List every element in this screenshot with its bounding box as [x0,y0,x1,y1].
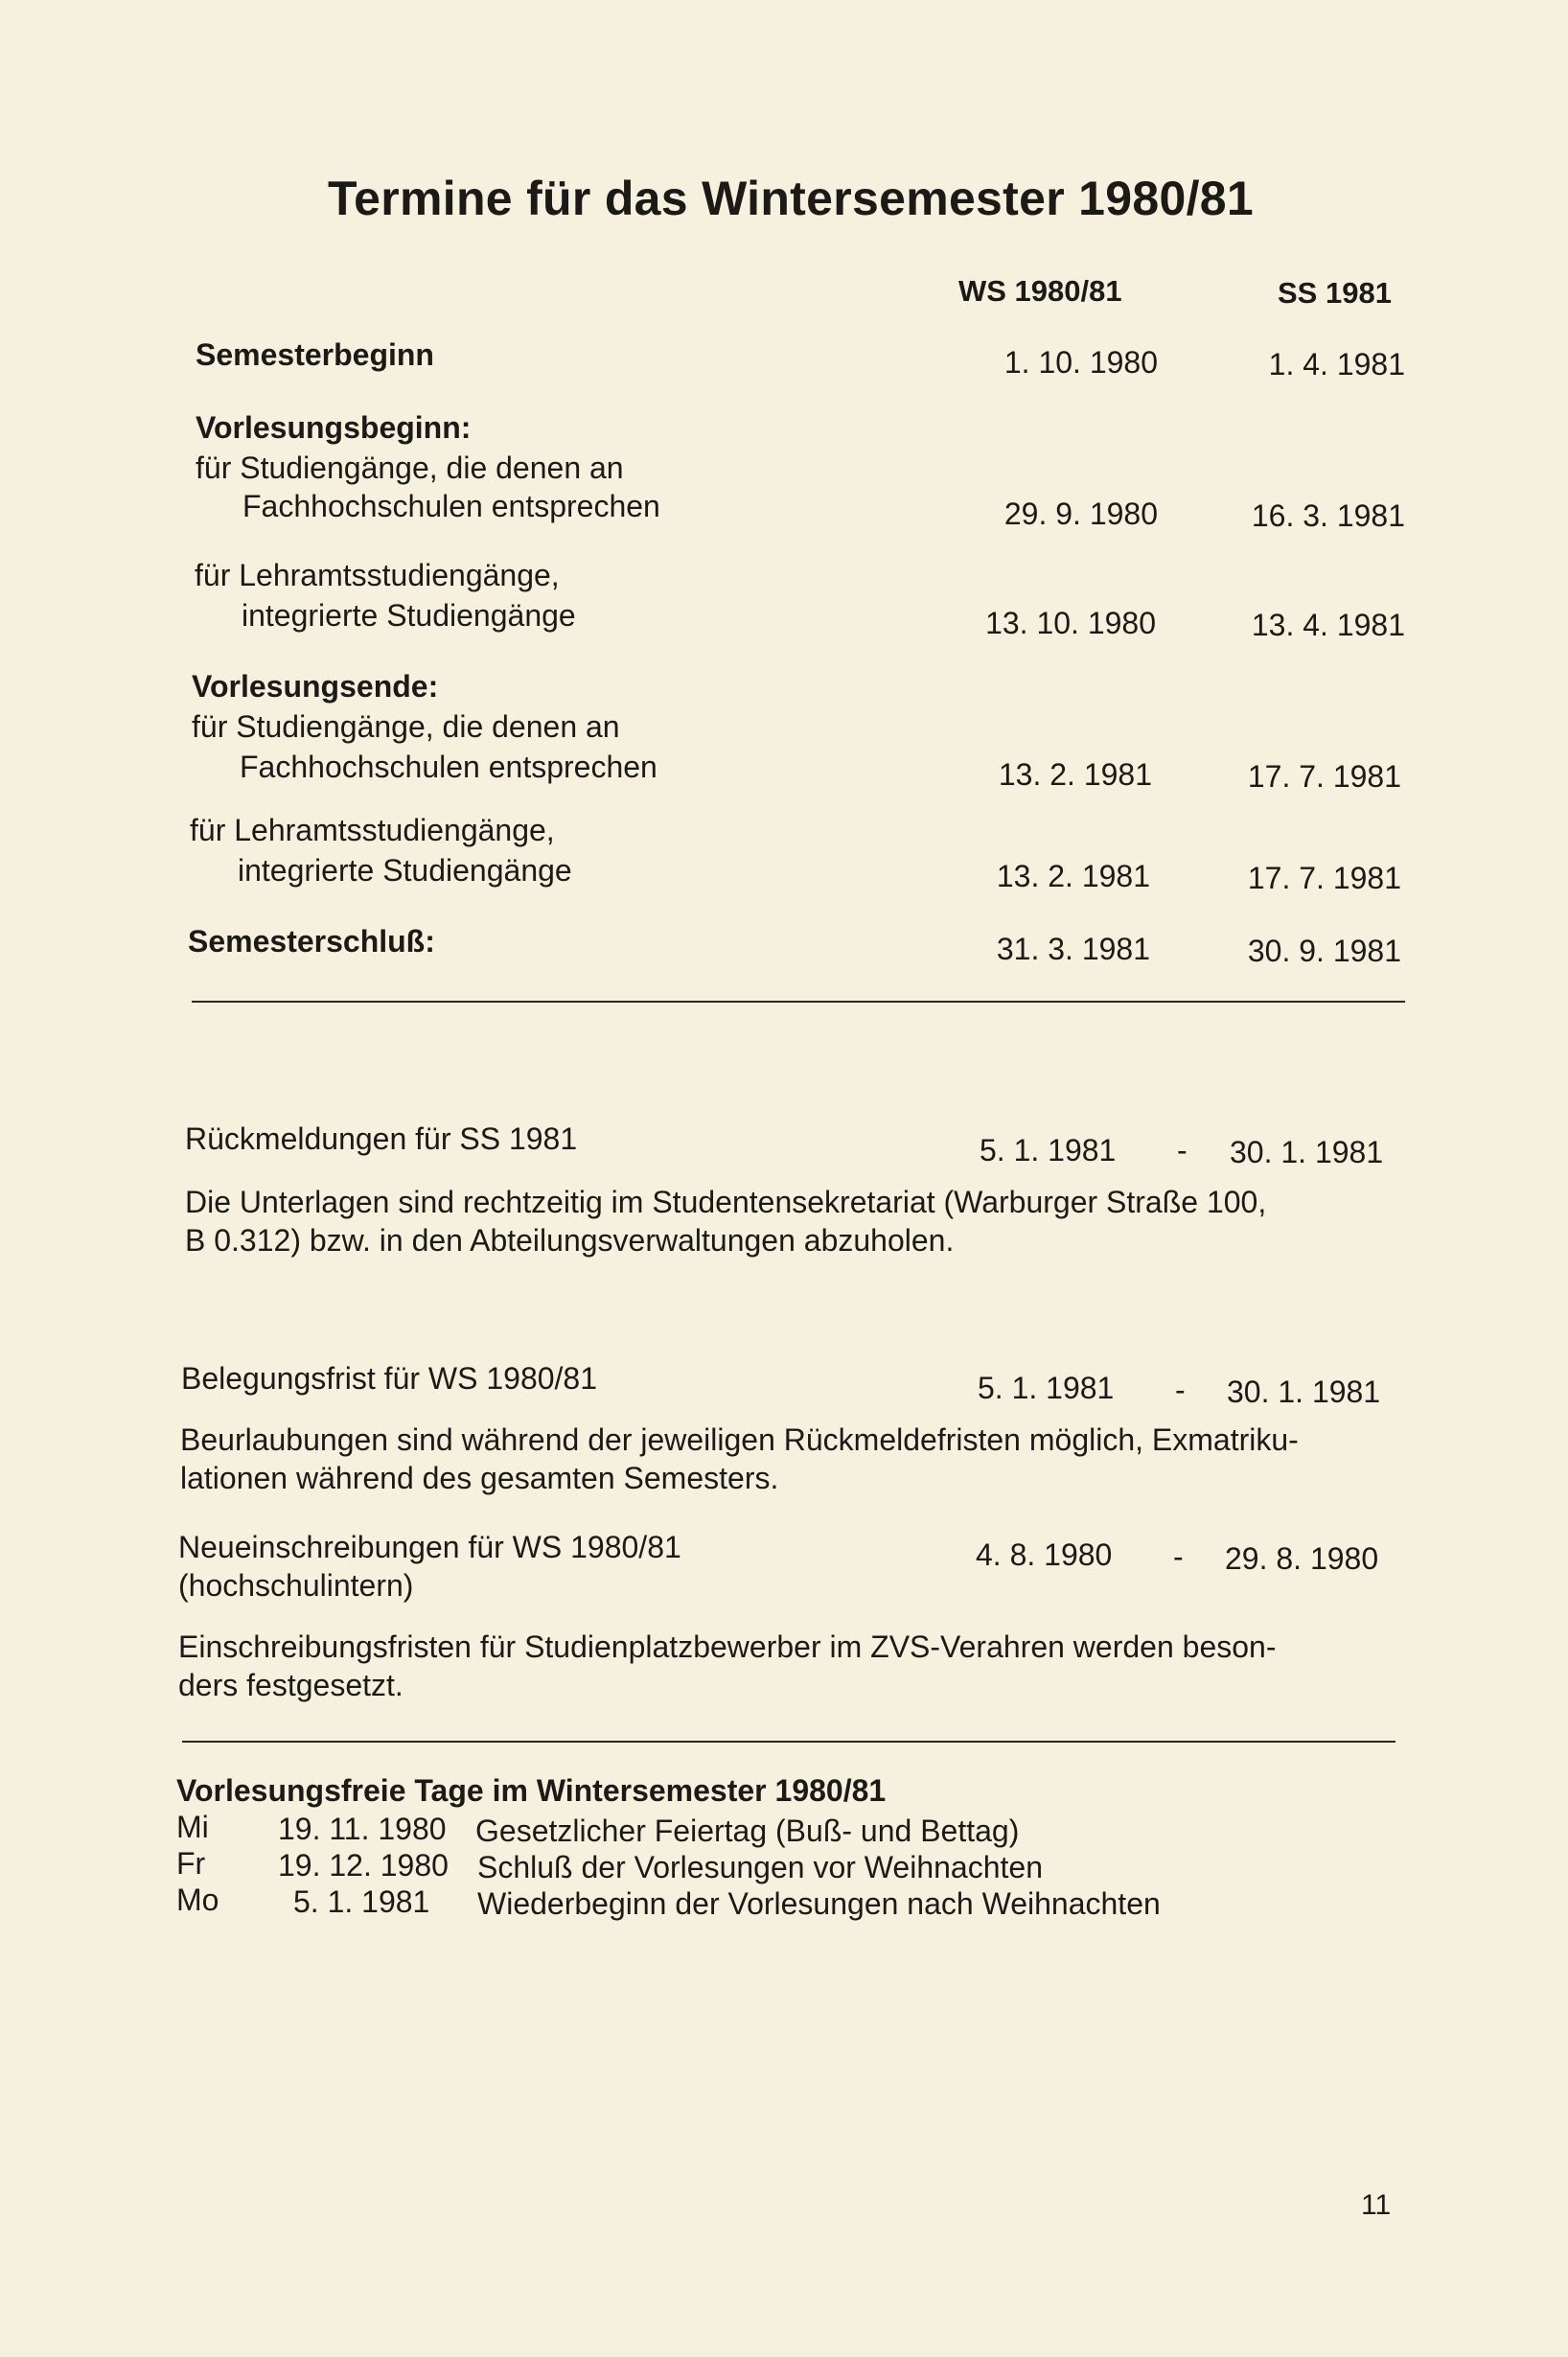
belegungsfrist-from: 5. 1. 1981 [978,1371,1115,1405]
label-belegungsfrist: Belegungsfrist für WS 1980/81 [181,1361,598,1396]
label-vorlesungsende: Vorlesungsende: [192,669,439,704]
vb-la-line2: integrierte Studiengänge [242,598,576,633]
date-semesterbeginn-ss: 1. 4. 1981 [1268,347,1405,381]
belegungsfrist-to: 30. 1. 1981 [1227,1375,1381,1409]
date-vb-la-ss: 13. 4. 1981 [1251,608,1405,642]
holiday-day: Mo [176,1883,219,1917]
page-number: 11 [1361,2189,1392,2221]
date-ve-fh-ss: 17. 7. 1981 [1247,759,1401,794]
belegungsfrist-note-line1: Beurlaubungen sind während der jeweiligen Rückmeldefristen möglich, Exmatriku- [180,1422,1299,1457]
neueinschreibungen-dash: - [1173,1539,1184,1574]
date-ve-la-ss: 17. 7. 1981 [1247,861,1401,895]
holiday-day: Fr [176,1846,206,1881]
ve-fh-line1: für Studiengänge, die denen an [192,709,620,744]
label-semesterschluss: Semesterschluß: [188,924,435,959]
vb-la-line1: für Lehramtsstudiengänge, [195,558,560,592]
vb-fh-line2: Fachhochschulen entsprechen [242,489,660,523]
holiday-date: 19. 11. 1980 [278,1812,447,1846]
date-semesterschluss-ws: 31. 3. 1981 [996,932,1150,966]
page-title: Termine für das Wintersemester 1980/81 [328,172,1255,225]
ve-la-line1: für Lehramtsstudiengänge, [190,813,555,847]
rueckmeldungen-to: 30. 1. 1981 [1230,1135,1384,1169]
label-neueinschreibungen-sub: (hochschulintern) [178,1568,414,1603]
rueckmeldungen-from: 5. 1. 1981 [980,1133,1117,1167]
divider-rule-2 [182,1741,1395,1743]
neueinschreibungen-note-line2: ders festgesetzt. [178,1668,404,1702]
holiday-text: Gesetzlicher Feiertag (Buß- und Bettag) [475,1814,1020,1848]
holiday-text: Wiederbeginn der Vorlesungen nach Weihnachten [477,1886,1161,1921]
belegungsfrist-dash: - [1175,1373,1186,1407]
divider-rule [192,1001,1405,1003]
holiday-day: Mi [176,1810,209,1844]
date-semesterschluss-ss: 30. 9. 1981 [1247,934,1401,968]
vb-fh-line1: für Studiengänge, die denen an [196,451,624,485]
holiday-date: 19. 12. 1980 [278,1848,449,1883]
date-vb-fh-ws: 29. 9. 1980 [1003,497,1158,531]
column-header-ss: SS 1981 [1278,276,1392,310]
belegungsfrist-note-line2: lationen während des gesamten Semesters. [180,1461,779,1495]
holiday-date: 5. 1. 1981 [293,1884,430,1919]
date-ve-fh-ws: 13. 2. 1981 [998,757,1152,792]
column-header-ws: WS 1980/81 [958,274,1122,308]
rueckmeldungen-note-line2: B 0.312) bzw. in den Abteilungsverwaltungen abzuholen. [185,1223,955,1258]
label-rueckmeldungen: Rückmeldungen für SS 1981 [185,1121,578,1156]
neueinschreibungen-to: 29. 8. 1980 [1225,1541,1379,1576]
neueinschreibungen-from: 4. 8. 1980 [976,1537,1113,1572]
rueckmeldungen-dash: - [1177,1133,1188,1167]
date-semesterbeginn-ws: 1. 10. 1980 [1003,345,1158,380]
label-semesterbeginn: Semesterbeginn [196,337,434,372]
neueinschreibungen-note-line1: Einschreibungsfristen für Studienplatzbewerber im ZVS-Verahren werden beson- [178,1629,1277,1664]
label-vorlesungsbeginn: Vorlesungsbeginn: [196,410,472,445]
date-ve-la-ws: 13. 2. 1981 [996,859,1150,893]
ve-fh-line2: Fachhochschulen entsprechen [240,750,657,784]
label-neueinschreibungen: Neueinschreibungen für WS 1980/81 [178,1530,681,1564]
date-vb-fh-ss: 16. 3. 1981 [1251,498,1405,533]
holiday-text: Schluß der Vorlesungen vor Weihnachten [477,1850,1043,1884]
date-vb-la-ws: 13. 10. 1980 [985,606,1156,640]
vorlesungsfrei-heading: Vorlesungsfreie Tage im Wintersemester 1980/81 [176,1773,887,1808]
rueckmeldungen-note-line1: Die Unterlagen sind rechtzeitig im Studentensekretariat (Warburger Straße 100, [185,1185,1267,1219]
ve-la-line2: integrierte Studiengänge [238,853,572,888]
